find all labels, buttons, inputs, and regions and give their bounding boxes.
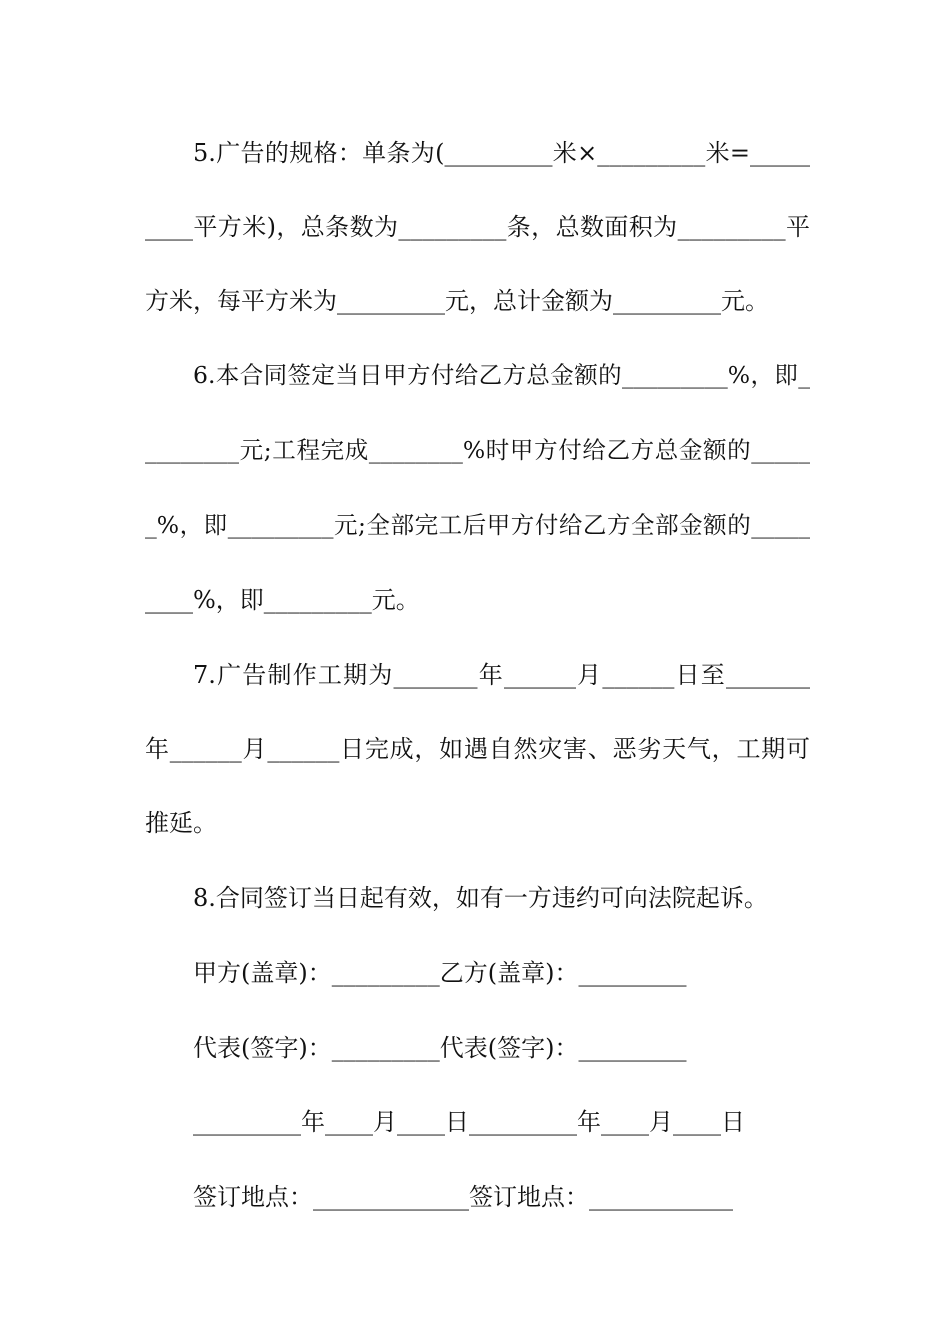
- clause-5-line-3: 方米，每平方米为_________元，总计金额为_________元。: [145, 287, 769, 315]
- clause-5-line-1: 5.广告的规格：单条为(_________米×_________米=_____: [193, 139, 810, 167]
- clause-5-line-2: ____平方米)，总条数为_________条，总数面积为_________平: [145, 213, 810, 241]
- clause-6-line-3: _%，即_________元;全部完工后甲方付给乙方全部金额的_____: [145, 511, 810, 539]
- clause-7-line-2: 年______月______日完成，如遇自然灾害、恶劣天气，工期可: [145, 735, 810, 763]
- clause-7-line-3: 推延。: [145, 809, 217, 837]
- clause-7-line-1: 7.广告制作工期为_______年______月______日至_______: [193, 661, 810, 689]
- clause-8-line-1: 8.合同签订当日起有效，如有一方违约可向法院起诉。: [193, 884, 768, 912]
- place-line: 签订地点：_____________签订地点：____________: [193, 1183, 733, 1211]
- representative-line: 代表(签字)：_________代表(签字)：_________: [193, 1034, 687, 1062]
- seal-line: 甲方(盖章)：_________乙方(盖章)：_________: [193, 959, 687, 987]
- clause-6-line-1: 6.本合同签定当日甲方付给乙方总金额的_________%，即_: [193, 361, 810, 389]
- clause-6-line-2: ________元;工程完成________%时甲方付给乙方总金额的_____: [145, 436, 810, 464]
- clause-6-line-4: ____%，即_________元。: [145, 586, 420, 614]
- date-line: _________年____月____日_________年____月____日: [193, 1108, 745, 1136]
